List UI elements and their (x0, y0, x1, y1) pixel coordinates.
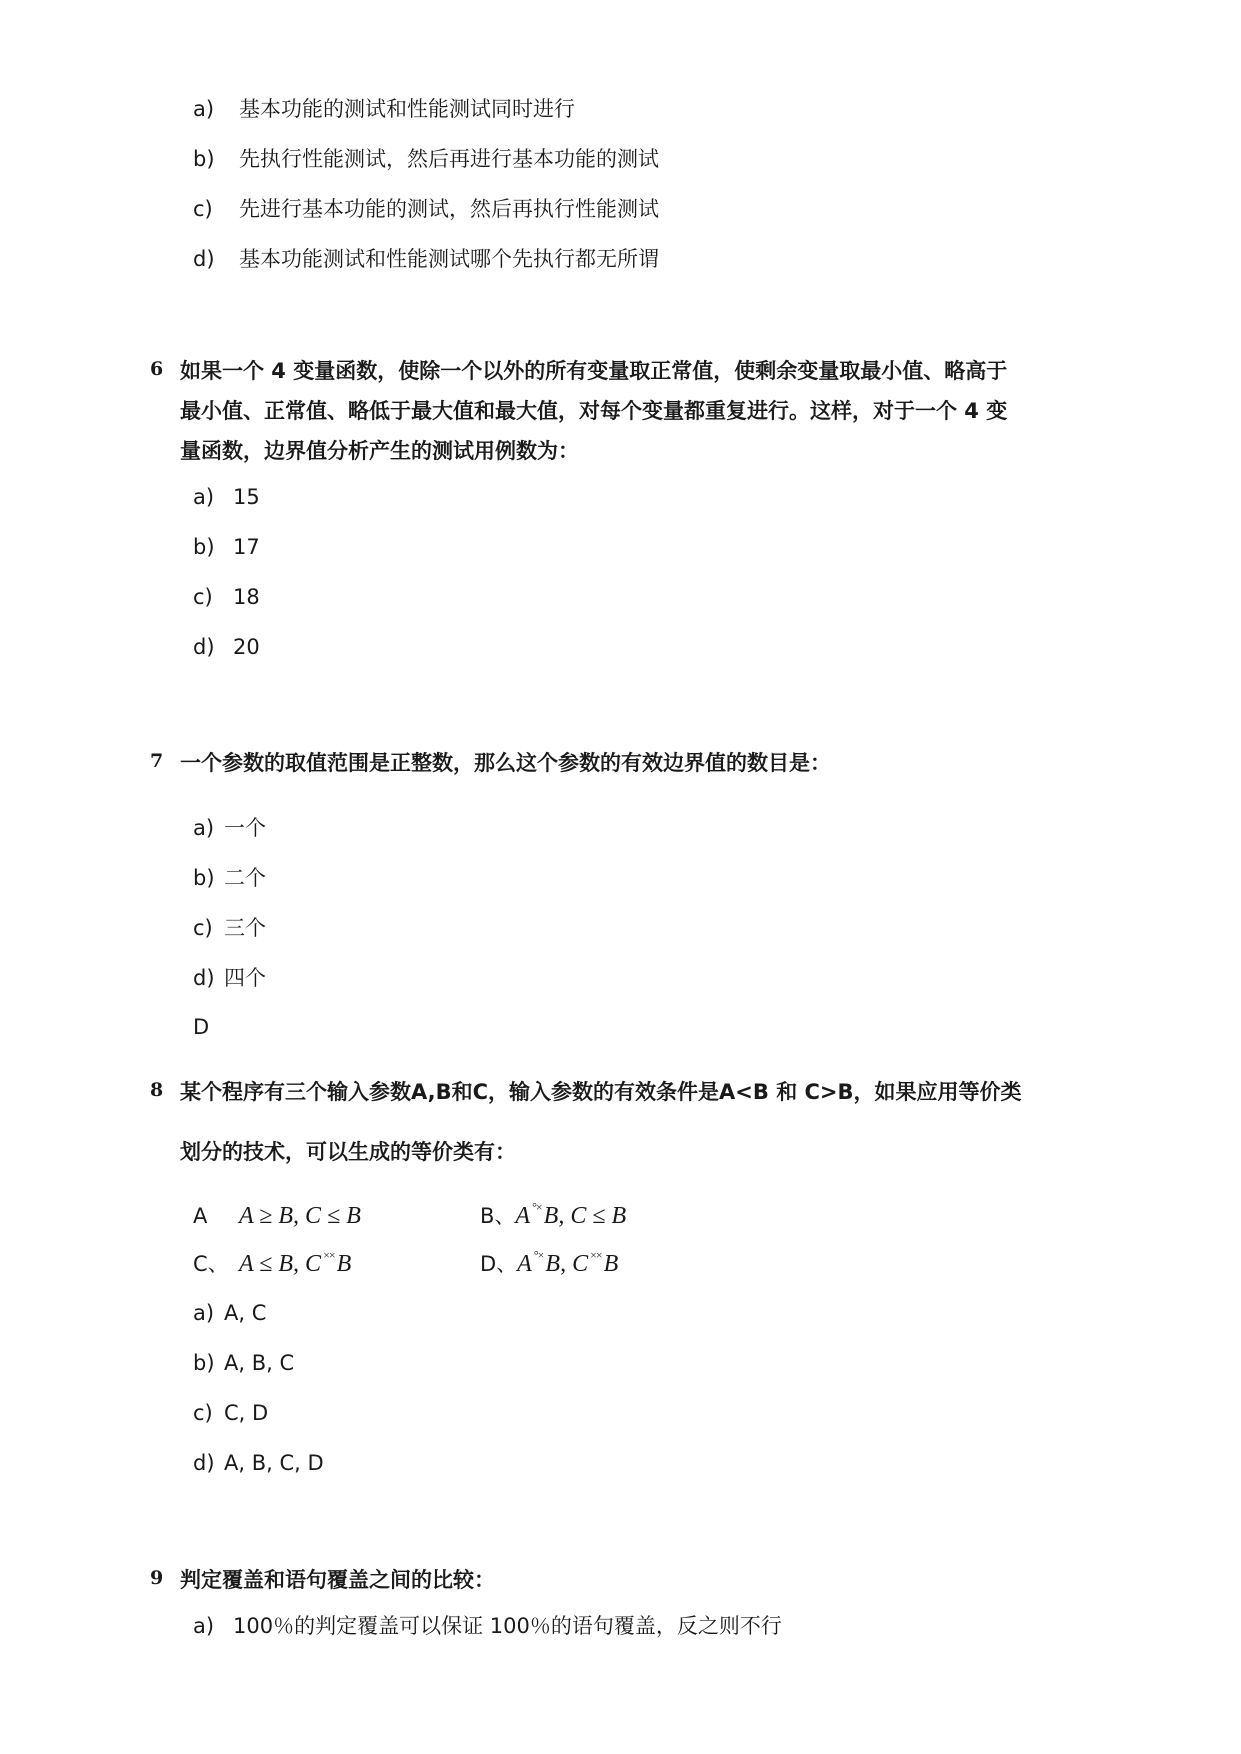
expr-part: A (515, 1203, 531, 1229)
q7-answer: D (193, 1015, 210, 1039)
option-label: c) (193, 916, 213, 940)
choice-label: C、 (193, 1252, 229, 1276)
q7-option-d (193, 965, 266, 991)
option-label: b) (193, 866, 215, 890)
choice-expression (517, 1248, 619, 1277)
expr-part: B (603, 1251, 619, 1277)
option-text: 三个 (224, 916, 266, 940)
question-text-line: 判定覆盖和语句覆盖之间的比较： (180, 1568, 495, 1592)
option-label: d) (193, 635, 215, 659)
q5-option-a (193, 96, 575, 122)
option-label: a) (193, 1301, 215, 1325)
q7-option-c (193, 915, 266, 941)
expr-part: B (336, 1251, 352, 1277)
question-text-line: 一个参数的取值范围是正整数，那么这个参数的有效边界值的数目是： (180, 751, 831, 775)
q8-option-b (193, 1350, 294, 1376)
choice-expression (515, 1200, 627, 1229)
choice-label: A (193, 1204, 208, 1228)
option-label: a) (193, 1614, 215, 1638)
expr-part: A ≤ B, C (239, 1251, 322, 1277)
option-text: C, D (224, 1401, 269, 1425)
q7-option-a (193, 815, 266, 841)
option-label: c) (193, 197, 213, 221)
option-label: a) (193, 97, 215, 121)
question-text-line: 最小值、正常值、略低于最大值和最大值，对每个变量都重复进行。这样，对于一个 4 变 (180, 399, 1008, 423)
q8-choice-c (193, 1248, 352, 1280)
question-number: 7 (150, 750, 164, 772)
q6-option-c (193, 584, 260, 610)
option-text: 17 (233, 535, 260, 559)
option-label: b) (193, 147, 215, 171)
option-text: A, B, C, D (224, 1451, 324, 1475)
expr-part: B, C (545, 1251, 589, 1277)
q8-option-c (193, 1400, 268, 1426)
q6-option-a (193, 484, 260, 510)
option-text: A, B, C (224, 1351, 295, 1375)
option-label: c) (193, 585, 213, 609)
option-label: c) (193, 1401, 213, 1425)
option-label: d) (193, 966, 215, 990)
option-label: b) (193, 1351, 215, 1375)
unknown-symbol: °× (533, 1248, 544, 1262)
option-text: 基本功能的测试和性能测试同时进行 (239, 97, 575, 121)
option-text: A, C (224, 1301, 267, 1325)
option-label: b) (193, 535, 215, 559)
choice-expression: A ≥ B, C ≤ B (239, 1203, 361, 1229)
option-text: 15 (233, 485, 260, 509)
q7-option-b (193, 865, 266, 891)
choice-expression (239, 1248, 352, 1277)
option-text: 四个 (224, 966, 266, 990)
question-text-line: 如果一个 4 变量函数，使除一个以外的所有变量取正常值，使剩余变量取最小值、略高于 (180, 359, 1008, 383)
question-text-line: 某个程序有三个输入参数A,B和C，输入参数的有效条件是A<B 和 C>B，如果应用等价类 (180, 1080, 1022, 1104)
option-text: 基本功能测试和性能测试哪个先执行都无所谓 (239, 247, 659, 271)
q5-option-b (193, 146, 659, 172)
option-label: a) (193, 485, 215, 509)
q6-option-d (193, 634, 260, 660)
option-text: 先执行性能测试，然后再进行基本功能的测试 (239, 147, 659, 171)
unknown-symbol: °× (532, 1200, 542, 1214)
question-number: 8 (150, 1079, 164, 1101)
question-number: 6 (150, 358, 164, 380)
question-text-line: 量函数，边界值分析产生的测试用例数为： (180, 439, 579, 463)
choice-label: B、 (480, 1204, 516, 1228)
unknown-symbol: ×× (590, 1248, 602, 1262)
option-label: d) (193, 1451, 215, 1475)
unknown-symbol: ×× (323, 1248, 335, 1262)
option-text: 18 (233, 585, 260, 609)
q8-choice-a (193, 1203, 361, 1229)
option-text: 一个 (224, 816, 266, 840)
q9-option-a (193, 1613, 782, 1639)
question-text-line: 划分的技术，可以生成的等价类有： (180, 1140, 516, 1164)
option-text: 先进行基本功能的测试，然后再执行性能测试 (239, 197, 659, 221)
q8-choice-b (480, 1200, 627, 1232)
option-text: 100％的判定覆盖可以保证 100％的语句覆盖，反之则不行 (233, 1614, 782, 1638)
expr-part: B, C ≤ B (543, 1203, 627, 1229)
q5-option-d (193, 246, 659, 272)
option-text: 二个 (224, 866, 266, 890)
option-text: 20 (233, 635, 260, 659)
q5-option-c (193, 196, 659, 222)
choice-label: D、 (480, 1252, 518, 1276)
option-label: d) (193, 247, 215, 271)
question-number: 9 (150, 1567, 164, 1589)
option-label: a) (193, 816, 215, 840)
q8-option-a (193, 1300, 266, 1326)
q8-option-d (193, 1450, 324, 1476)
q8-choice-d (480, 1248, 619, 1280)
expr-part: A (517, 1251, 532, 1277)
q6-option-b (193, 534, 260, 560)
